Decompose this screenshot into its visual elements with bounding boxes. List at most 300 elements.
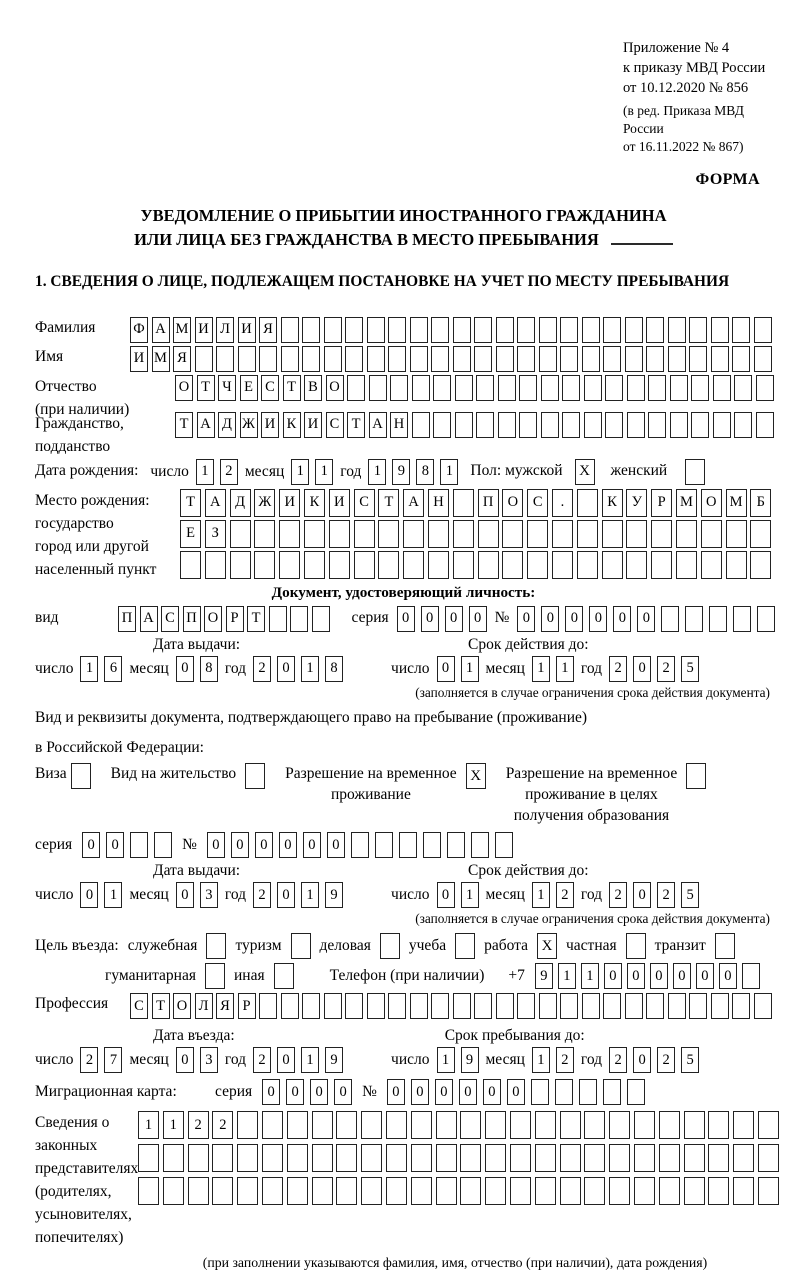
- char-box[interactable]: 1: [291, 459, 309, 485]
- char-box[interactable]: П: [478, 489, 499, 517]
- char-box[interactable]: А: [152, 317, 170, 343]
- char-box[interactable]: [670, 412, 688, 438]
- char-box[interactable]: [428, 520, 449, 548]
- char-box[interactable]: [756, 412, 774, 438]
- char-box[interactable]: [555, 1079, 573, 1105]
- char-box[interactable]: 0: [637, 606, 655, 632]
- char-box[interactable]: [609, 1177, 630, 1205]
- char-box[interactable]: 0: [435, 1079, 453, 1105]
- char-box[interactable]: Т: [180, 489, 201, 517]
- char-box[interactable]: [733, 1111, 754, 1139]
- char-box[interactable]: [541, 375, 559, 401]
- char-box[interactable]: [336, 1111, 357, 1139]
- char-box[interactable]: 1: [368, 459, 386, 485]
- char-box[interactable]: [584, 375, 602, 401]
- char-box[interactable]: А: [205, 489, 226, 517]
- char-box[interactable]: [560, 1144, 581, 1172]
- char-box[interactable]: [254, 520, 275, 548]
- char-box[interactable]: Е: [180, 520, 201, 548]
- char-box[interactable]: 6: [104, 656, 122, 682]
- char-box[interactable]: [412, 412, 430, 438]
- char-box[interactable]: 2: [609, 1047, 627, 1073]
- char-box[interactable]: [312, 606, 330, 632]
- char-box[interactable]: [287, 1144, 308, 1172]
- char-box[interactable]: [708, 1111, 729, 1139]
- char-box[interactable]: [163, 1177, 184, 1205]
- char-box[interactable]: Р: [226, 606, 244, 632]
- char-box[interactable]: [603, 346, 621, 372]
- char-box[interactable]: [502, 520, 523, 548]
- char-box[interactable]: 1: [301, 656, 319, 682]
- char-box[interactable]: [367, 993, 385, 1019]
- char-box[interactable]: [375, 832, 393, 858]
- char-box[interactable]: [701, 551, 722, 579]
- char-box[interactable]: П: [183, 606, 201, 632]
- char-box[interactable]: 2: [609, 882, 627, 908]
- char-box[interactable]: [336, 1144, 357, 1172]
- char-box[interactable]: [626, 551, 647, 579]
- char-box[interactable]: [347, 375, 365, 401]
- char-box[interactable]: [685, 606, 703, 632]
- char-box[interactable]: [259, 993, 277, 1019]
- char-box[interactable]: 0: [541, 606, 559, 632]
- char-box[interactable]: [279, 520, 300, 548]
- char-box[interactable]: О: [502, 489, 523, 517]
- char-box[interactable]: 0: [176, 882, 194, 908]
- char-box[interactable]: 0: [207, 832, 225, 858]
- char-box[interactable]: [388, 317, 406, 343]
- char-box[interactable]: [689, 993, 707, 1019]
- char-box[interactable]: 0: [231, 832, 249, 858]
- char-box[interactable]: [708, 1144, 729, 1172]
- char-box[interactable]: [302, 346, 320, 372]
- char-box[interactable]: Ф: [130, 317, 148, 343]
- char-box[interactable]: 0: [176, 1047, 194, 1073]
- char-box[interactable]: [733, 606, 751, 632]
- char-box[interactable]: [648, 375, 666, 401]
- char-box[interactable]: [582, 346, 600, 372]
- char-box[interactable]: 0: [517, 606, 535, 632]
- char-box[interactable]: И: [130, 346, 148, 372]
- char-box[interactable]: М: [726, 489, 747, 517]
- char-box[interactable]: [651, 551, 672, 579]
- char-box[interactable]: [742, 963, 760, 989]
- char-box[interactable]: [659, 1111, 680, 1139]
- char-box[interactable]: [476, 375, 494, 401]
- char-box[interactable]: [535, 1111, 556, 1139]
- char-box[interactable]: С: [261, 375, 279, 401]
- char-box[interactable]: [758, 1144, 779, 1172]
- char-box[interactable]: [754, 346, 772, 372]
- char-box[interactable]: [369, 375, 387, 401]
- char-box[interactable]: [577, 520, 598, 548]
- char-box[interactable]: 0: [565, 606, 583, 632]
- char-box[interactable]: 1: [104, 882, 122, 908]
- char-box[interactable]: 0: [459, 1079, 477, 1105]
- char-box[interactable]: [582, 317, 600, 343]
- char-box[interactable]: [216, 346, 234, 372]
- char-box[interactable]: [130, 832, 148, 858]
- char-box[interactable]: [460, 1144, 481, 1172]
- purpose-option-checkbox[interactable]: [626, 933, 646, 959]
- char-box[interactable]: 2: [657, 656, 675, 682]
- char-box[interactable]: О: [326, 375, 344, 401]
- char-box[interactable]: М: [676, 489, 697, 517]
- char-box[interactable]: [750, 520, 771, 548]
- char-box[interactable]: 8: [200, 656, 218, 682]
- char-box[interactable]: И: [279, 489, 300, 517]
- char-box[interactable]: 0: [673, 963, 691, 989]
- char-box[interactable]: 1: [558, 963, 576, 989]
- char-box[interactable]: 0: [604, 963, 622, 989]
- char-box[interactable]: 2: [253, 1047, 271, 1073]
- char-box[interactable]: 2: [253, 656, 271, 682]
- char-box[interactable]: 0: [334, 1079, 352, 1105]
- char-box[interactable]: [605, 375, 623, 401]
- char-box[interactable]: [754, 993, 772, 1019]
- char-box[interactable]: 0: [719, 963, 737, 989]
- char-box[interactable]: 0: [421, 606, 439, 632]
- char-box[interactable]: Н: [390, 412, 408, 438]
- char-box[interactable]: 1: [163, 1111, 184, 1139]
- char-box[interactable]: [269, 606, 287, 632]
- char-box[interactable]: А: [197, 412, 215, 438]
- char-box[interactable]: [562, 375, 580, 401]
- char-box[interactable]: [281, 346, 299, 372]
- char-box[interactable]: Т: [197, 375, 215, 401]
- char-box[interactable]: [711, 993, 729, 1019]
- char-box[interactable]: [367, 346, 385, 372]
- char-box[interactable]: 0: [286, 1079, 304, 1105]
- char-box[interactable]: Я: [173, 346, 191, 372]
- char-box[interactable]: [713, 375, 731, 401]
- char-box[interactable]: [386, 1177, 407, 1205]
- char-box[interactable]: [453, 489, 474, 517]
- char-box[interactable]: С: [527, 489, 548, 517]
- char-box[interactable]: [676, 520, 697, 548]
- char-box[interactable]: О: [204, 606, 222, 632]
- char-box[interactable]: 2: [188, 1111, 209, 1139]
- char-box[interactable]: [474, 346, 492, 372]
- char-box[interactable]: [560, 346, 578, 372]
- edu-residence-checkbox[interactable]: [686, 763, 706, 789]
- char-box[interactable]: [237, 1177, 258, 1205]
- char-box[interactable]: [734, 412, 752, 438]
- char-box[interactable]: [627, 1079, 645, 1105]
- char-box[interactable]: [708, 1177, 729, 1205]
- char-box[interactable]: [411, 1144, 432, 1172]
- char-box[interactable]: П: [118, 606, 136, 632]
- char-box[interactable]: [351, 832, 369, 858]
- char-box[interactable]: [584, 412, 602, 438]
- char-box[interactable]: [453, 346, 471, 372]
- purpose-option-checkbox[interactable]: [291, 933, 311, 959]
- char-box[interactable]: [527, 520, 548, 548]
- char-box[interactable]: [423, 832, 441, 858]
- char-box[interactable]: [603, 317, 621, 343]
- char-box[interactable]: [460, 1177, 481, 1205]
- char-box[interactable]: К: [283, 412, 301, 438]
- char-box[interactable]: [758, 1177, 779, 1205]
- char-box[interactable]: 1: [581, 963, 599, 989]
- char-box[interactable]: [237, 1144, 258, 1172]
- char-box[interactable]: И: [304, 412, 322, 438]
- char-box[interactable]: [577, 551, 598, 579]
- char-box[interactable]: [713, 412, 731, 438]
- char-box[interactable]: [711, 346, 729, 372]
- char-box[interactable]: К: [602, 489, 623, 517]
- char-box[interactable]: [304, 551, 325, 579]
- char-box[interactable]: [496, 317, 514, 343]
- char-box[interactable]: [627, 375, 645, 401]
- char-box[interactable]: [602, 551, 623, 579]
- char-box[interactable]: [750, 551, 771, 579]
- char-box[interactable]: [670, 375, 688, 401]
- char-box[interactable]: [510, 1144, 531, 1172]
- char-box[interactable]: М: [173, 317, 191, 343]
- char-box[interactable]: 0: [279, 832, 297, 858]
- char-box[interactable]: 8: [325, 656, 343, 682]
- char-box[interactable]: [754, 317, 772, 343]
- char-box[interactable]: [436, 1111, 457, 1139]
- char-box[interactable]: 2: [657, 1047, 675, 1073]
- char-box[interactable]: [230, 551, 251, 579]
- char-box[interactable]: З: [205, 520, 226, 548]
- char-box[interactable]: [651, 520, 672, 548]
- char-box[interactable]: Т: [378, 489, 399, 517]
- char-box[interactable]: [661, 606, 679, 632]
- char-box[interactable]: [302, 317, 320, 343]
- char-box[interactable]: [259, 346, 277, 372]
- char-box[interactable]: [646, 317, 664, 343]
- char-box[interactable]: С: [161, 606, 179, 632]
- char-box[interactable]: 0: [397, 606, 415, 632]
- char-box[interactable]: [367, 317, 385, 343]
- char-box[interactable]: [436, 1177, 457, 1205]
- char-box[interactable]: [535, 1177, 556, 1205]
- char-box[interactable]: 2: [657, 882, 675, 908]
- purpose-option-checkbox[interactable]: [715, 933, 735, 959]
- char-box[interactable]: 0: [507, 1079, 525, 1105]
- char-box[interactable]: [496, 993, 514, 1019]
- char-box[interactable]: [634, 1144, 655, 1172]
- visa-checkbox[interactable]: [71, 763, 91, 789]
- char-box[interactable]: [691, 375, 709, 401]
- char-box[interactable]: Я: [259, 317, 277, 343]
- char-box[interactable]: [403, 520, 424, 548]
- char-box[interactable]: О: [175, 375, 193, 401]
- char-box[interactable]: [539, 346, 557, 372]
- char-box[interactable]: 0: [633, 656, 651, 682]
- char-box[interactable]: [609, 1144, 630, 1172]
- char-box[interactable]: 0: [650, 963, 668, 989]
- char-box[interactable]: [758, 1111, 779, 1139]
- char-box[interactable]: [412, 375, 430, 401]
- char-box[interactable]: [410, 346, 428, 372]
- char-box[interactable]: [668, 993, 686, 1019]
- char-box[interactable]: Н: [428, 489, 449, 517]
- char-box[interactable]: [279, 551, 300, 579]
- char-box[interactable]: [485, 1111, 506, 1139]
- char-box[interactable]: [453, 993, 471, 1019]
- char-box[interactable]: 0: [303, 832, 321, 858]
- char-box[interactable]: [732, 317, 750, 343]
- char-box[interactable]: [535, 1144, 556, 1172]
- char-box[interactable]: 0: [310, 1079, 328, 1105]
- char-box[interactable]: [433, 375, 451, 401]
- char-box[interactable]: 1: [80, 656, 98, 682]
- char-box[interactable]: [584, 1111, 605, 1139]
- char-box[interactable]: О: [173, 993, 191, 1019]
- char-box[interactable]: Л: [216, 317, 234, 343]
- char-box[interactable]: 0: [176, 656, 194, 682]
- char-box[interactable]: [476, 412, 494, 438]
- purpose-option-checkbox[interactable]: [206, 933, 226, 959]
- char-box[interactable]: 0: [483, 1079, 501, 1105]
- char-box[interactable]: [626, 520, 647, 548]
- temp-residence-checkbox[interactable]: X: [466, 763, 486, 789]
- char-box[interactable]: [539, 317, 557, 343]
- char-box[interactable]: 0: [437, 882, 455, 908]
- char-box[interactable]: [668, 317, 686, 343]
- char-box[interactable]: [262, 1144, 283, 1172]
- char-box[interactable]: У: [626, 489, 647, 517]
- char-box[interactable]: [312, 1177, 333, 1205]
- char-box[interactable]: 0: [633, 882, 651, 908]
- char-box[interactable]: [625, 346, 643, 372]
- char-box[interactable]: [378, 520, 399, 548]
- char-box[interactable]: [527, 551, 548, 579]
- char-box[interactable]: 0: [437, 656, 455, 682]
- char-box[interactable]: 2: [609, 656, 627, 682]
- char-box[interactable]: [517, 993, 535, 1019]
- char-box[interactable]: [304, 520, 325, 548]
- char-box[interactable]: [478, 551, 499, 579]
- char-box[interactable]: [411, 1177, 432, 1205]
- char-box[interactable]: [519, 375, 537, 401]
- char-box[interactable]: [460, 1111, 481, 1139]
- char-box[interactable]: 3: [200, 882, 218, 908]
- char-box[interactable]: [684, 1111, 705, 1139]
- char-box[interactable]: Т: [283, 375, 301, 401]
- char-box[interactable]: [734, 375, 752, 401]
- char-box[interactable]: [502, 551, 523, 579]
- char-box[interactable]: [684, 1144, 705, 1172]
- char-box[interactable]: [517, 346, 535, 372]
- char-box[interactable]: 1: [532, 882, 550, 908]
- char-box[interactable]: [410, 317, 428, 343]
- char-box[interactable]: [701, 520, 722, 548]
- char-box[interactable]: [579, 1079, 597, 1105]
- char-box[interactable]: 3: [200, 1047, 218, 1073]
- char-box[interactable]: [602, 520, 623, 548]
- char-box[interactable]: 2: [220, 459, 238, 485]
- char-box[interactable]: 0: [696, 963, 714, 989]
- residence-permit-checkbox[interactable]: [245, 763, 265, 789]
- char-box[interactable]: Т: [347, 412, 365, 438]
- char-box[interactable]: 0: [387, 1079, 405, 1105]
- char-box[interactable]: [453, 317, 471, 343]
- char-box[interactable]: 0: [277, 656, 295, 682]
- char-box[interactable]: [495, 832, 513, 858]
- char-box[interactable]: [646, 346, 664, 372]
- char-box[interactable]: [478, 520, 499, 548]
- char-box[interactable]: [733, 1144, 754, 1172]
- purpose-option-checkbox[interactable]: [455, 933, 475, 959]
- char-box[interactable]: [560, 1111, 581, 1139]
- char-box[interactable]: 1: [301, 882, 319, 908]
- char-box[interactable]: 5: [681, 656, 699, 682]
- char-box[interactable]: 0: [262, 1079, 280, 1105]
- char-box[interactable]: 1: [138, 1111, 159, 1139]
- char-box[interactable]: [354, 551, 375, 579]
- char-box[interactable]: [138, 1144, 159, 1172]
- char-box[interactable]: [433, 412, 451, 438]
- char-box[interactable]: И: [261, 412, 279, 438]
- char-box[interactable]: 0: [106, 832, 124, 858]
- char-box[interactable]: [603, 1079, 621, 1105]
- char-box[interactable]: 9: [392, 459, 410, 485]
- purpose-option-checkbox[interactable]: [380, 933, 400, 959]
- char-box[interactable]: [732, 993, 750, 1019]
- char-box[interactable]: [485, 1177, 506, 1205]
- char-box[interactable]: [388, 993, 406, 1019]
- char-box[interactable]: [689, 317, 707, 343]
- female-checkbox[interactable]: [685, 459, 705, 485]
- char-box[interactable]: 2: [80, 1047, 98, 1073]
- char-box[interactable]: [390, 375, 408, 401]
- char-box[interactable]: [453, 551, 474, 579]
- char-box[interactable]: [659, 1177, 680, 1205]
- char-box[interactable]: 1: [461, 882, 479, 908]
- char-box[interactable]: 1: [301, 1047, 319, 1073]
- char-box[interactable]: Б: [750, 489, 771, 517]
- char-box[interactable]: [324, 346, 342, 372]
- char-box[interactable]: 1: [532, 1047, 550, 1073]
- char-box[interactable]: 2: [556, 1047, 574, 1073]
- char-box[interactable]: [302, 993, 320, 1019]
- char-box[interactable]: К: [304, 489, 325, 517]
- char-box[interactable]: [605, 412, 623, 438]
- char-box[interactable]: [212, 1144, 233, 1172]
- char-box[interactable]: [668, 346, 686, 372]
- char-box[interactable]: [560, 993, 578, 1019]
- char-box[interactable]: [531, 1079, 549, 1105]
- char-box[interactable]: 0: [633, 1047, 651, 1073]
- char-box[interactable]: Ч: [218, 375, 236, 401]
- char-box[interactable]: [582, 993, 600, 1019]
- char-box[interactable]: 7: [104, 1047, 122, 1073]
- char-box[interactable]: [436, 1144, 457, 1172]
- char-box[interactable]: [361, 1177, 382, 1205]
- char-box[interactable]: 2: [253, 882, 271, 908]
- char-box[interactable]: Р: [238, 993, 256, 1019]
- char-box[interactable]: 1: [532, 656, 550, 682]
- char-box[interactable]: Ж: [240, 412, 258, 438]
- purpose-option-checkbox[interactable]: [205, 963, 225, 989]
- char-box[interactable]: [485, 1144, 506, 1172]
- char-box[interactable]: 5: [681, 1047, 699, 1073]
- char-box[interactable]: [756, 375, 774, 401]
- char-box[interactable]: Ж: [254, 489, 275, 517]
- char-box[interactable]: А: [403, 489, 424, 517]
- char-box[interactable]: [634, 1111, 655, 1139]
- char-box[interactable]: [676, 551, 697, 579]
- char-box[interactable]: [431, 346, 449, 372]
- char-box[interactable]: [287, 1177, 308, 1205]
- char-box[interactable]: [539, 993, 557, 1019]
- char-box[interactable]: 1: [461, 656, 479, 682]
